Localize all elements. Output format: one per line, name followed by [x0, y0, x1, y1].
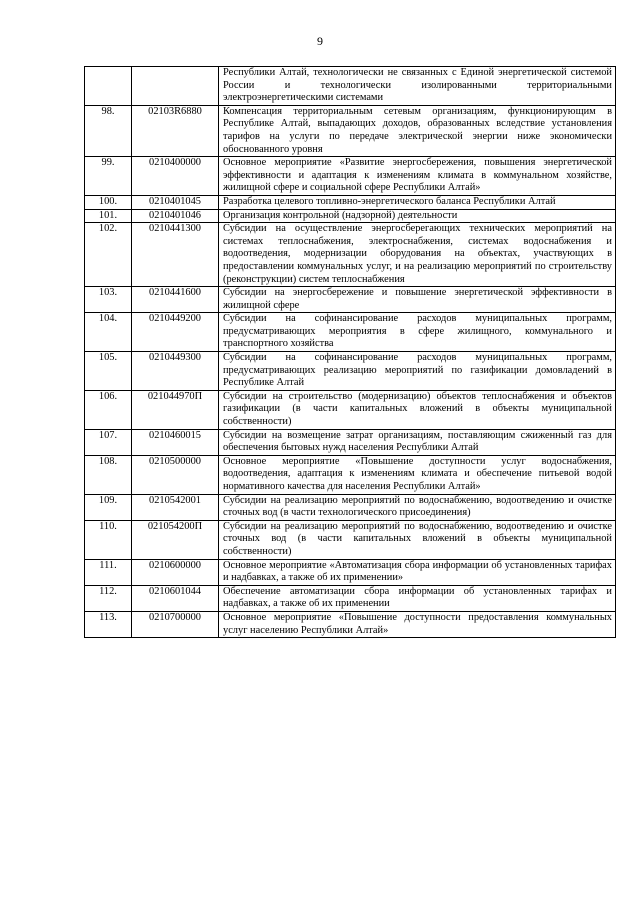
page-number: 9: [317, 34, 323, 48]
expenditure-description: Субсидии на реализацию мероприятий по водоснабжению, водоотведению и очистке сточных вод (в части капитальных вложений в объекты муниципальной собственности): [219, 520, 616, 559]
expenditure-description: Субсидии на реализацию мероприятий по водоснабжению, водоотведению и очистке сточных вод (в части технологического присоединения): [219, 494, 616, 520]
row-number: 105.: [85, 352, 132, 391]
classification-code: 0210542001: [132, 494, 219, 520]
table-row: [85, 157, 616, 196]
row-number: 109.: [85, 494, 132, 520]
table-row: [85, 223, 616, 287]
classification-code: 0210700000: [132, 611, 219, 637]
row-number: 104.: [85, 313, 132, 352]
table-row: [85, 352, 616, 391]
classification-code: 0210500000: [132, 455, 219, 494]
expenditure-description: Компенсация территориальным сетевым организациям, функционирующим в Республике Алтай, выпадающих доходов, образованных вследствие установления тарифов на услуги по передаче электрической энергии ниже экономически обоснованного уровня: [219, 105, 616, 156]
row-number: 107.: [85, 429, 132, 455]
table-row: [85, 105, 616, 156]
table-row: [85, 455, 616, 494]
classification-code: 0210460015: [132, 429, 219, 455]
row-number: 110.: [85, 520, 132, 559]
row-number: 108.: [85, 455, 132, 494]
table-row: [85, 195, 616, 209]
table-body: [85, 67, 616, 638]
classification-code: 0210600000: [132, 559, 219, 585]
classification-code: 0210401046: [132, 209, 219, 223]
classification-code: [132, 67, 219, 106]
expenditure-description: Основное мероприятие «Автоматизация сбора информации об установленных тарифах и надбавках, а также об их применении»: [219, 559, 616, 585]
table-row: [85, 559, 616, 585]
classification-code: 0210401045: [132, 195, 219, 209]
expenditure-description: Основное мероприятие «Развитие энергосбережения, повышения энергетической эффективности и адаптация к изменениям климата в коммунальном хозяйстве, жилищной сфере и социальной сфере Республики Алтай»: [219, 157, 616, 196]
row-number: 103.: [85, 287, 132, 313]
budget-classification-table: [84, 66, 616, 638]
expenditure-description: Субсидии на возмещение затрат организациям, поставляющим сжиженный газ для обеспечения бытовых нужд населения Республики Алтай: [219, 429, 616, 455]
expenditure-description: Организация контрольной (надзорной) деятельности: [219, 209, 616, 223]
expenditure-description: Разработка целевого топливно-энергетического баланса Республики Алтай: [219, 195, 616, 209]
classification-code: 0210449300: [132, 352, 219, 391]
expenditure-description: Субсидии на строительство (модернизацию) объектов теплоснабжения и объектов газификации (в части капитальных вложений в объекты муниципальной собственности): [219, 390, 616, 429]
expenditure-description: Основное мероприятие «Повышение доступности услуг водоснабжения, водоотведения, адаптация к изменениям климата и обеспечение питьевой водой нормативного качества для населения Республики Алтай»: [219, 455, 616, 494]
row-number: 112.: [85, 585, 132, 611]
classification-code: 021044970П: [132, 390, 219, 429]
classification-code: 0210449200: [132, 313, 219, 352]
classification-code: 0210441600: [132, 287, 219, 313]
row-number: 113.: [85, 611, 132, 637]
table-row: [85, 287, 616, 313]
row-number: 102.: [85, 223, 132, 287]
row-number: 111.: [85, 559, 132, 585]
table-row: [85, 209, 616, 223]
expenditure-description: Обеспечение автоматизации сбора информации об установленных тарифах и надбавках, а также об их применении: [219, 585, 616, 611]
table-row: [85, 67, 616, 106]
expenditure-description: Субсидии на энергосбережение и повышение энергетической эффективности в жилищной сфере: [219, 287, 616, 313]
row-number: 99.: [85, 157, 132, 196]
classification-code: 0210400000: [132, 157, 219, 196]
table-row: [85, 520, 616, 559]
expenditure-description: Республики Алтай, технологически не связанных с Единой энергетической системой России и технологически изолированными территориальными электроэнергетическими системами: [219, 67, 616, 106]
table-row: [85, 585, 616, 611]
table-row: [85, 390, 616, 429]
row-number: 100.: [85, 195, 132, 209]
row-number: 101.: [85, 209, 132, 223]
expenditure-description: Субсидии на софинансирование расходов муниципальных программ, предусматривающих реализацию мероприятий по газификации домовладений в Республике Алтай: [219, 352, 616, 391]
classification-code: 02103R6880: [132, 105, 219, 156]
row-number: 98.: [85, 105, 132, 156]
table-row: [85, 611, 616, 637]
expenditure-description: Субсидии на софинансирование расходов муниципальных программ, предусматривающих мероприятия в сфере жилищного, коммунального и транспортного хозяйства: [219, 313, 616, 352]
table-row: [85, 494, 616, 520]
classification-code: 0210601044: [132, 585, 219, 611]
classification-code: 021054200П: [132, 520, 219, 559]
expenditure-description: Основное мероприятие «Повышение доступности предоставления коммунальных услуг населению Республики Алтай»: [219, 611, 616, 637]
row-number: 106.: [85, 390, 132, 429]
table-row: [85, 313, 616, 352]
table-row: [85, 429, 616, 455]
classification-code: 0210441300: [132, 223, 219, 287]
expenditure-description: Субсидии на осуществление энергосберегающих технических мероприятий на системах теплоснабжения, электроснабжения, системах водоснабжения и водоотведения, модернизации оборудования на объектах, участвующих в предоставлении коммунальных услуг, и на реализацию мероприятий по строительству (реконструкции) систем теплоснабжения: [219, 223, 616, 287]
row-number: [85, 67, 132, 106]
